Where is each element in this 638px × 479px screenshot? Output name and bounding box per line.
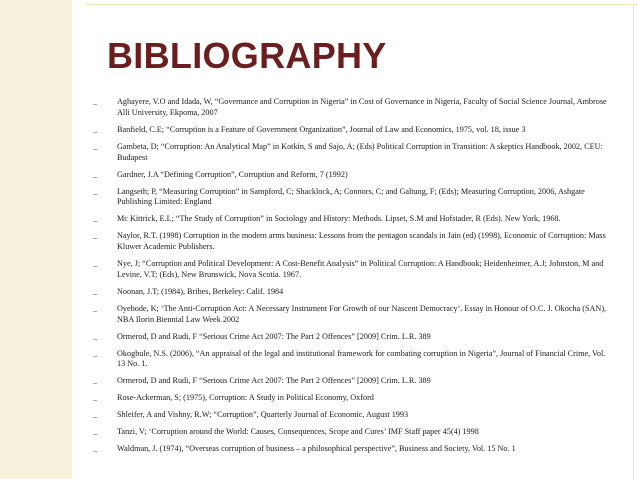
reference-item xyxy=(88,259,608,281)
reference-text: Langseth; P, “Measuring Corruption” in Sampford, C; Shacklock, A; Connors, C; and Galtung, F; (Eds); Measuring Corruption, 2006, Ashgate Publishing Limited: England xyxy=(117,186,585,207)
bullet-icon: _ xyxy=(93,303,97,313)
reference-text: Banfield, C.E; “Corruption is a Feature of Government Organization”, Journal of Law and Economics, 1975, vol. 18, issue 3 xyxy=(117,124,526,134)
reference-item xyxy=(88,427,608,438)
reference-text: Naylor, R.T. (1998) Corruption in the modern arms business: Lessons from the pentagon scandals in Jain (ed) (1998), Economic of Corruption: Mass Kluwer Academic Publishers. xyxy=(117,231,606,252)
reference-item xyxy=(88,393,608,404)
reference-item xyxy=(88,304,608,326)
bullet-icon: _ xyxy=(93,410,97,420)
reference-item xyxy=(88,214,608,225)
page-title: BIBLIOGRAPHY xyxy=(107,35,387,76)
reference-item xyxy=(88,444,608,455)
reference-text: Ormerod, D and Rudi, F “Serious Crime Act 2007: The Part 2 Offences” [2009] Crim. L.R. 389 xyxy=(117,376,431,386)
reference-text: Noonan, J.T; (1984), Bribes, Berkeley: Calif. 1984 xyxy=(117,286,284,296)
bullet-icon: _ xyxy=(93,376,97,386)
reference-item xyxy=(88,332,608,343)
reference-item xyxy=(88,170,608,181)
bullet-icon: _ xyxy=(93,214,97,224)
decorative-top-rule xyxy=(86,4,638,5)
bullet-icon: _ xyxy=(93,97,97,106)
bullet-icon: _ xyxy=(93,169,97,179)
reference-text: Gambeta, D; “Corruption: An Analytical Map” in Kotkin, S and Sajo, A; (Eds) Political Corruption in Transition: A skeptics Handbook, 2002, CEU: Budapest xyxy=(117,141,603,162)
reference-text: Okogbule, N.S. (2006), “An appraisal of the legal and institutional framework for combating corruption in Nigeria”, Journal of Financial Crime, Vol. 13 No. 1. xyxy=(117,348,606,369)
bullet-icon: _ xyxy=(93,124,97,134)
reference-text: Shleifer, A and Vishny, R.W; “Corruption”, Quarterly Journal of Economic, August 1993 xyxy=(117,410,409,420)
reference-text: Mc Kittrick, E.L; “The Study of Corruption” in Sociology and History: Methods. Lipset, S.M and Hofstader, R (Eds). New York, 1968. xyxy=(117,214,561,224)
reference-text: Ormerod, D and Rudi, F “Serious Crime Act 2007: The Part 2 Offences” [2009] Crim. L.R. 389 xyxy=(117,331,431,341)
reference-item xyxy=(88,187,608,209)
reference-item xyxy=(88,231,608,253)
reference-item xyxy=(88,97,608,119)
reference-item xyxy=(88,376,608,387)
reference-item xyxy=(88,142,608,164)
reference-text: Gardner, J.A “Defining Corruption”, Corruption and Reform, 7 (1992) xyxy=(117,169,348,179)
bullet-icon: _ xyxy=(93,186,97,196)
bullet-icon: _ xyxy=(93,331,97,341)
reference-text: Aghayere, V.O and Idada, W, “Governance and Corruption in Nigeria” in Cost of Governance in Nigeria, Faculty of Social Science Journal, Ambrose Alli University, Ekpoma, 2007 xyxy=(117,97,607,117)
reference-item xyxy=(88,349,608,371)
reference-text: Oyebode, K; ‘The Anti-Corruption Act: A Necessary Instrument For Growth of our Nascent Democracy’. Essay in Honour of O.C. J. Okocha (SAN), NBA Ilorin Biennial Law Week 2002 xyxy=(117,303,607,324)
reference-list xyxy=(88,97,608,461)
reference-item xyxy=(88,410,608,421)
reference-text: Waldman, J. (1974), “Overseas corruption of business – a philosophical perspective”, Business and Society, Vol. 15 No. 1 xyxy=(117,444,516,454)
reference-text: Nye, J; “Corruption and Political Development: A Cost-Benefit Analysis” in Political Corruption: A Handbook; Heidenheimer, A.J; Johnston, M and Levine, V.T; (Eds), New Brunswick, Nova Scotia. 1967. xyxy=(117,259,604,279)
bullet-icon: _ xyxy=(93,427,97,437)
bullet-icon: _ xyxy=(93,348,97,358)
reference-text: Tanzi, V; ‘Corruption around the World: Causes, Consequences, Scope and Cures’ IMF Staff paper 45(4) 1998 xyxy=(117,427,479,437)
bullet-icon: _ xyxy=(93,444,97,454)
bullet-icon: _ xyxy=(93,286,97,296)
reference-item xyxy=(88,125,608,136)
decorative-right-rule xyxy=(633,4,634,479)
bullet-icon: _ xyxy=(93,141,97,151)
bullet-icon: _ xyxy=(93,259,97,269)
reference-item xyxy=(88,287,608,298)
bullet-icon: _ xyxy=(93,231,97,241)
reference-text: Rose-Ackerman, S; (1975), Corruption: A Study in Political Economy, Oxford xyxy=(117,393,374,403)
decorative-left-bar xyxy=(0,0,72,479)
bullet-icon: _ xyxy=(93,393,97,403)
